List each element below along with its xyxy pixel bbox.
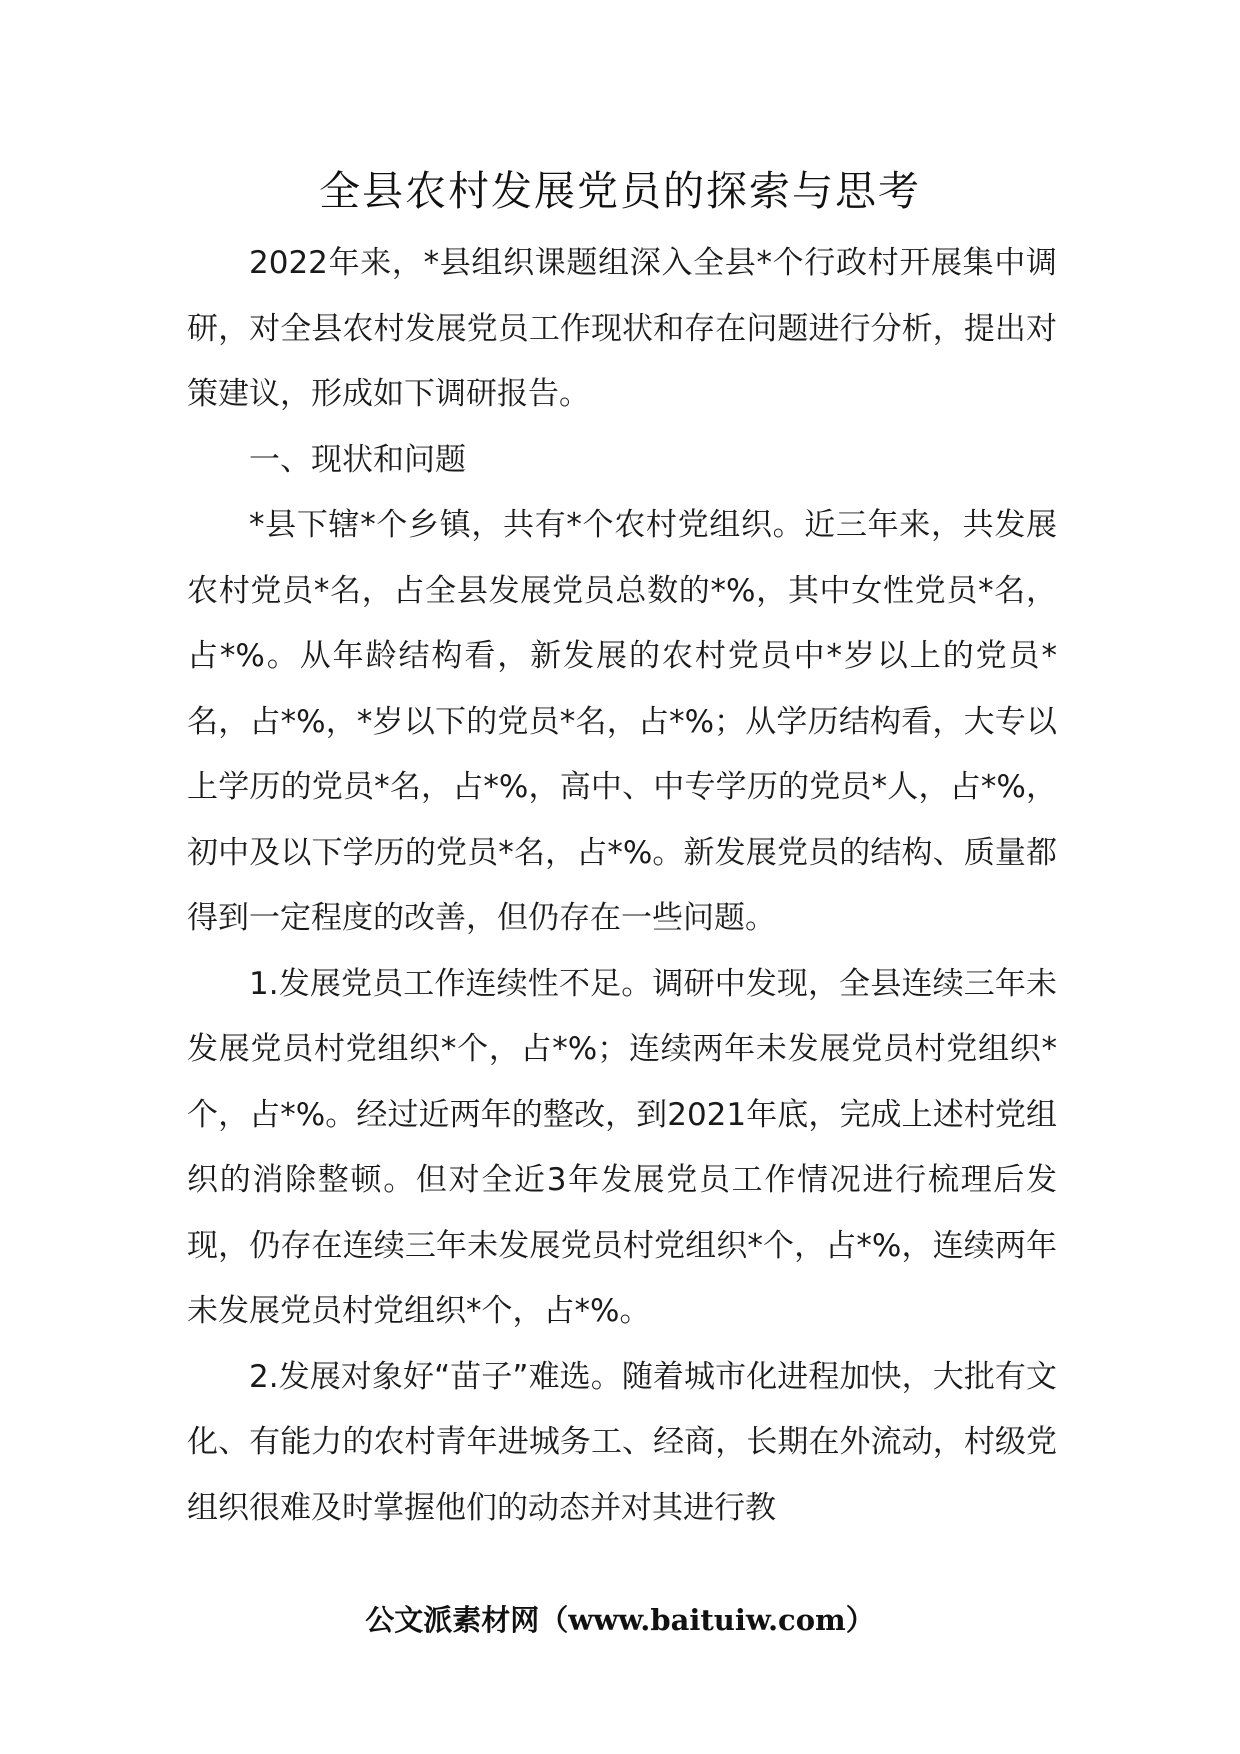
- paragraph-status: *县下辖*个乡镇，共有*个农村党组织。近三年来，共发展农村党员*名，占全县发展党员总数的*%，其中女性党员*名，占*%。从年龄结构看，新发展的农村党员中*岁以上的党员*名，占*%，*岁以下的党员*名，占*%；从学历结构看，大专以上学历的党员*名，占*%，高中、中专学历的党员*人，占*%，初中及以下学历的党员*名，占*%。新发展党员的结构、质量都得到一定程度的改善，但仍存在一些问题。: [187, 507, 1057, 936]
- document-title: 全县农村发展党员的探索与思考: [319, 167, 921, 215]
- paragraph-intro: 2022年来，*县组织课题组深入全县*个行政村开展集中调研，对全县农村发展党员工作现状和存在问题进行分析，提出对策建议，形成如下调研报告。: [187, 245, 1057, 412]
- section-heading-status: 一、现状和问题: [249, 441, 466, 478]
- document-body: [187, 231, 1057, 1541]
- paragraph-point-1: 1.发展党员工作连续性不足。调研中发现，全县连续三年未发展党员村党组织*个，占*%；连续两年未发展党员村党组织*个，占*%。经过近两年的整改，到2021年底，完成上述村党组织的消除整顿。但对全近3年发展党员工作情况进行梳理后发现，仍存在连续三年未发展党员村党组织*个，占*%，连续两年未发展党员村党组织*个，占*%。: [187, 965, 1057, 1329]
- footer-watermark: 公文派素材网（www.baituiw.com）: [365, 1603, 875, 1637]
- paragraph-point-2: 2.发展对象好“苗子”难选。随着城市化进程加快，大批有文化、有能力的农村青年进城务工、经商，长期在外流动，村级党组织很难及时掌握他们的动态并对其进行教: [187, 1358, 1057, 1526]
